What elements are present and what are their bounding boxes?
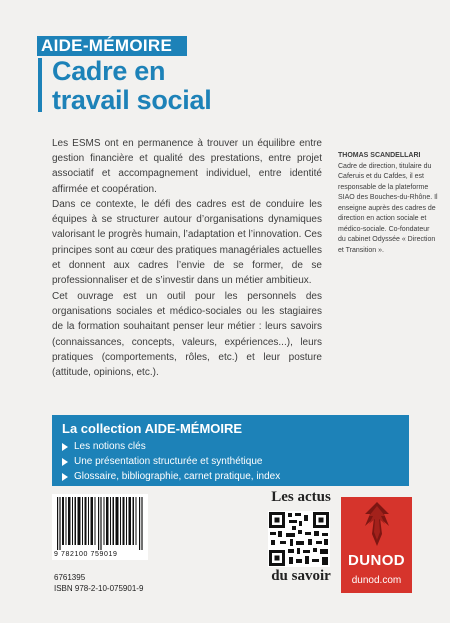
author-description: Cadre de direction, titulaire du Caferuis et du Cafdes, il est responsable de la plateforme SIAO des Bouches-du-Rhône. Il enseigne auprès des cadres de direction en action sociale et médico-sociale. Co-fondateur du cabinet Odyssée « Direction et Transition ».: [338, 162, 438, 254]
isbn: ISBN 978-2-10-075901-9: [54, 584, 144, 593]
series-label: AIDE-MÉMOIRE: [37, 36, 187, 56]
publisher-logo: [341, 497, 412, 593]
product-code: 6761395: [54, 573, 86, 582]
barcode-bars-icon: [55, 497, 145, 550]
author-bio: [338, 151, 438, 256]
actus-subheading: du savoir: [271, 568, 331, 584]
publisher-url: dunod.com: [351, 575, 402, 586]
qr-code-icon: [268, 511, 330, 567]
author-name: THOMAS SCANDELLARI: [338, 152, 421, 159]
summary-paragraph-3: Cet ouvrage est un outil pour les personnels des organisations sociales et médico-sociales ou les stagiaires de la formation souhaitant penser leur métier : leurs savoirs (connaissances, concepts, valeurs, expériences...), leurs pratiques (comportements, rôles, etc.) et leur posture (attitude, opinions, etc.).: [52, 291, 322, 379]
triangle-bullet-icon: [62, 473, 68, 481]
summary-paragraph-1: Les ESMS ont en permanence à trouver un équilibre entre gestion financière et qualité des prestations, entre projet associatif et accompagnement individuel, entre identité affirmée et coopération.: [52, 138, 322, 195]
actus-heading: Les actus: [271, 489, 331, 505]
barcode: [52, 494, 148, 560]
list-item: [62, 454, 280, 469]
collection-list: [62, 439, 280, 484]
list-item: [62, 469, 280, 484]
title-line-1: Cadre en: [52, 56, 166, 86]
summary-paragraph-2: Dans ce contexte, le défi des cadres est de conduire les équipes à se structurer autour d’organisations dynamiques valorisant le progrès humain, l’adaptation et l’innovation. Ces principes sont au cœur des pratiques managériales actuelles et donnent aux cadres l’envie de se former, de se professionnaliser et de s’investir dans un métier ambitieux.: [52, 199, 322, 287]
list-item-label: Glossaire, bibliographie, carnet pratique, index: [74, 471, 281, 482]
publisher-name: DUNOD: [348, 552, 405, 569]
collection-panel: [52, 415, 409, 486]
book-title: [52, 57, 292, 115]
triangle-bullet-icon: [62, 443, 68, 451]
barcode-digits: 9 782100 759019: [54, 551, 118, 558]
title-line-2: travail social: [52, 85, 212, 115]
list-item-label: Les notions clés: [74, 441, 146, 452]
list-item: [62, 439, 280, 454]
triangle-bullet-icon: [62, 458, 68, 466]
list-item-label: Une présentation structurée et synthétique: [74, 456, 263, 467]
dunod-emblem-icon: [358, 500, 396, 548]
title-accent-bar: [38, 58, 42, 112]
collection-title: La collection AIDE-MÉMOIRE: [62, 421, 243, 436]
